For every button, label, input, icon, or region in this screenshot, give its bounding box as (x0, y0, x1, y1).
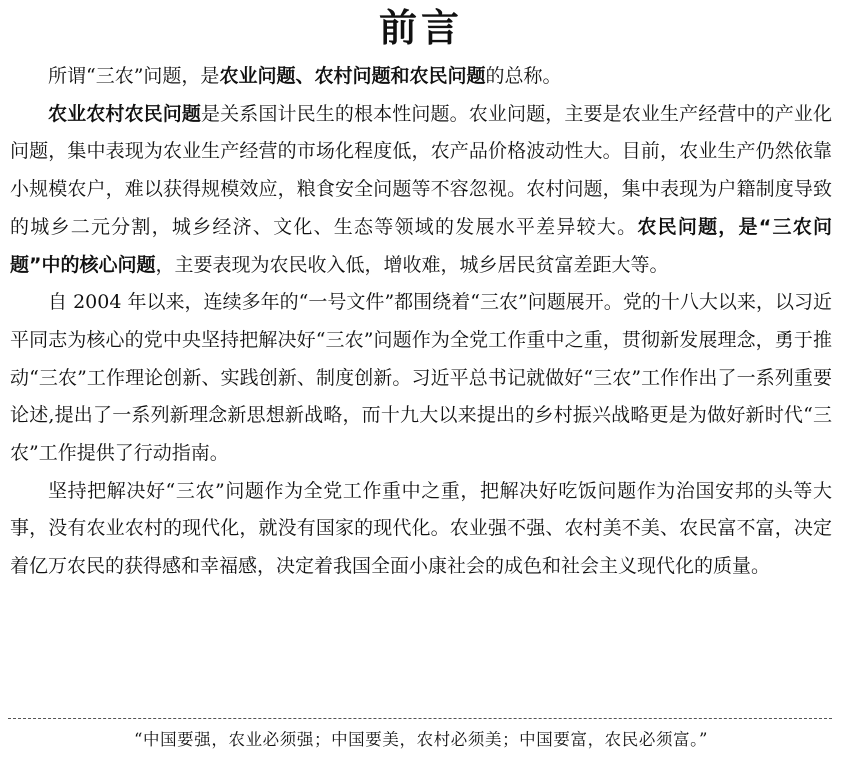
paragraph-2-text-1: 是关系国计民生的根本性问题。农业问题，主要是农业生产经营中的产业化问题，集中表现为农业生产经营的市场化程度低，农产品价格波动性大。目前，农业生产仍然依靠小规模农户，难以获得规模效应，粮食安全问题等不容忽视。农村问题，集中表现为户籍制度导致的城乡二元分割，城乡经济、文化、生态等领域的发展水平差异较大。 (10, 102, 832, 238)
paragraph-2-bold-2: 农民问题，是“三农问题”中的核心问题 (10, 215, 832, 276)
page-title: 前言 (378, 6, 463, 50)
paragraph-3-text-1: 自 2004 年以来，连续多年的“一号文件”都围绕着“三农”问题展开。党的十八大以来，以习近平同志为核心的党中央坚持把解决好“三农”问题作为全党工作重中之重，贯彻新发展理念，勇于推动“三农”工作理论创新、实践创新、制度创新。习近平总书记就做好“三农”工作作出了一系列重要论述,提出了一系列新理念新思想新战略，而十九大以来提出的乡村振兴战略更是为做好新时代“三农”工作提供了行动指南。 (10, 291, 832, 465)
paragraph-1 (10, 58, 832, 96)
paragraph-2-text-2: ，主要表现为农民收入低，增收难，城乡居民贫富差距大等。 (155, 253, 669, 276)
paragraph-1-text-1: 所谓“三农”问题，是 (48, 65, 220, 87)
paragraph-2-bold-1: 农业农村农民问题 (48, 102, 201, 125)
closing-quote: “中国要强，农业必须强；中国要美，农村必须美；中国要富，农民必须富。” (133, 730, 709, 749)
paragraph-3 (10, 284, 832, 473)
document-body (10, 58, 832, 586)
paragraph-1-text-2: 的总称。 (485, 65, 562, 87)
paragraph-1-bold-1: 农业问题、农村问题和农民问题 (219, 65, 486, 87)
dashed-divider (8, 718, 832, 719)
paragraph-4-text-1: 坚持把解决好“三农”问题作为全党工作重中之重，把解决好吃饭问题作为治国安邦的头等大事，没有农业农村的现代化，就没有国家的现代化。农业强不强、农村美不美、农民富不富，决定着亿万农民的获得感和幸福感，决定着我国全面小康社会的成色和社会主义现代化的质量。 (10, 479, 832, 578)
paragraph-2 (10, 96, 832, 285)
paragraph-4 (10, 473, 832, 586)
